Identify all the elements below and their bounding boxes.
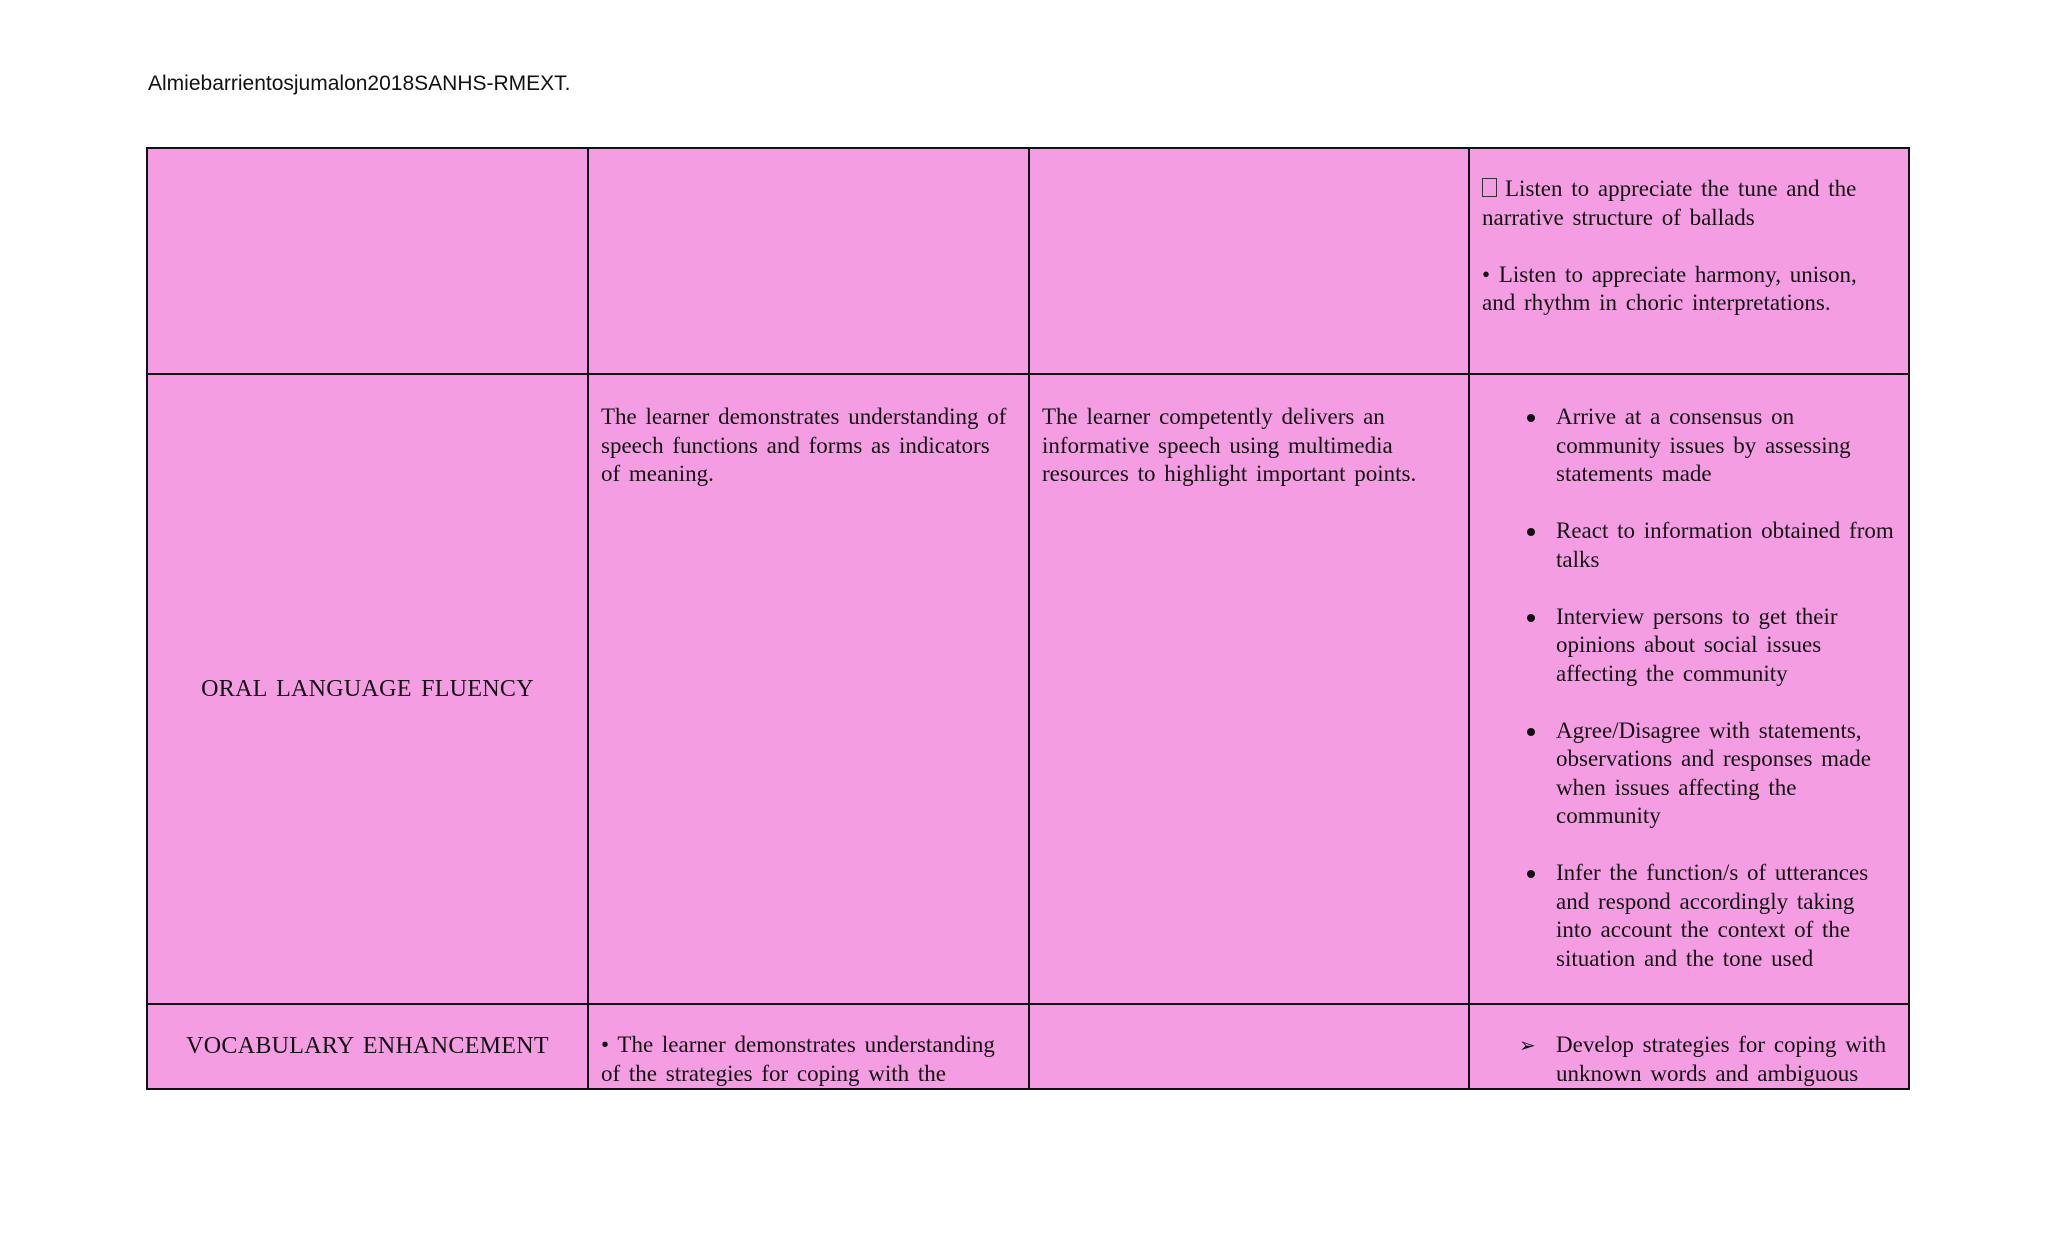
list-item: Infer the function/s of utterances and respond accordingly taking into account the context of the situation and the tone used bbox=[1519, 859, 1896, 973]
competencies-cell bbox=[1469, 1004, 1909, 1089]
performance-standard-cell bbox=[1029, 1004, 1469, 1089]
strand-cell bbox=[147, 374, 588, 1004]
competency-item bbox=[1482, 261, 1896, 318]
content-standard-cell bbox=[588, 374, 1029, 1004]
competencies-cell bbox=[1469, 374, 1909, 1004]
competency-text: Listen to appreciate the tune and the narrative structure of ballads bbox=[1482, 176, 1857, 230]
bullet-icon bbox=[1527, 728, 1535, 736]
bullet-icon bbox=[1527, 414, 1535, 422]
performance-standard-cell bbox=[1029, 374, 1469, 1004]
strand-cell bbox=[147, 148, 588, 374]
list-item: Interview persons to get their opinions about social issues affecting the community bbox=[1519, 603, 1896, 689]
performance-standard-cell bbox=[1029, 148, 1469, 374]
list-item: React to information obtained from talks bbox=[1519, 517, 1896, 574]
content-standard-cell bbox=[588, 1004, 1029, 1089]
bullet-icon bbox=[1527, 614, 1535, 622]
list-item: Arrive at a consensus on community issues by assessing statements made bbox=[1519, 403, 1896, 489]
bullet-icon bbox=[1527, 870, 1535, 878]
competencies-cell bbox=[1469, 148, 1909, 374]
content-standard-text: • The learner demonstrates understanding of the strategies for coping with the bbox=[601, 1032, 995, 1086]
list-item: ➢ Develop strategies for coping with unknown words and ambiguous bbox=[1519, 1032, 1887, 1086]
curriculum-table bbox=[146, 147, 1910, 1090]
table-row bbox=[147, 148, 1909, 374]
performance-standard-text: The learner competently delivers an informative speech using multimedia resources to highlight important points. bbox=[1042, 404, 1417, 486]
arrow-bullet-icon: ➢ bbox=[1519, 1033, 1536, 1057]
table-row bbox=[147, 374, 1909, 1004]
table-row bbox=[147, 1004, 1909, 1089]
page-header: Almiebarrientosjumalon2018SANHS-RMEXT. bbox=[148, 72, 571, 95]
competency-list bbox=[1482, 1031, 1896, 1088]
bullet-marker: • bbox=[601, 1032, 610, 1057]
strand-cell bbox=[147, 1004, 588, 1089]
bullet-icon bbox=[1527, 528, 1535, 536]
missing-glyph-icon bbox=[1482, 178, 1497, 197]
competency-item bbox=[1482, 175, 1896, 232]
content-standard-cell bbox=[588, 148, 1029, 374]
content-standard-text: The learner demonstrates understanding of speech functions and forms as indicators of meaning. bbox=[601, 404, 1007, 486]
competency-text: Listen to appreciate harmony, unison, and rhythm in choric interpretations. bbox=[1482, 261, 1857, 315]
list-item: Agree/Disagree with statements, observations and responses made when issues affecting the community bbox=[1519, 717, 1896, 831]
strand-label: VOCABULARY ENHANCEMENT bbox=[186, 1033, 549, 1059]
strand-label: ORAL LANGUAGE FLUENCY bbox=[201, 675, 534, 702]
bullet-marker: • bbox=[1482, 261, 1491, 287]
competency-list bbox=[1482, 403, 1896, 973]
